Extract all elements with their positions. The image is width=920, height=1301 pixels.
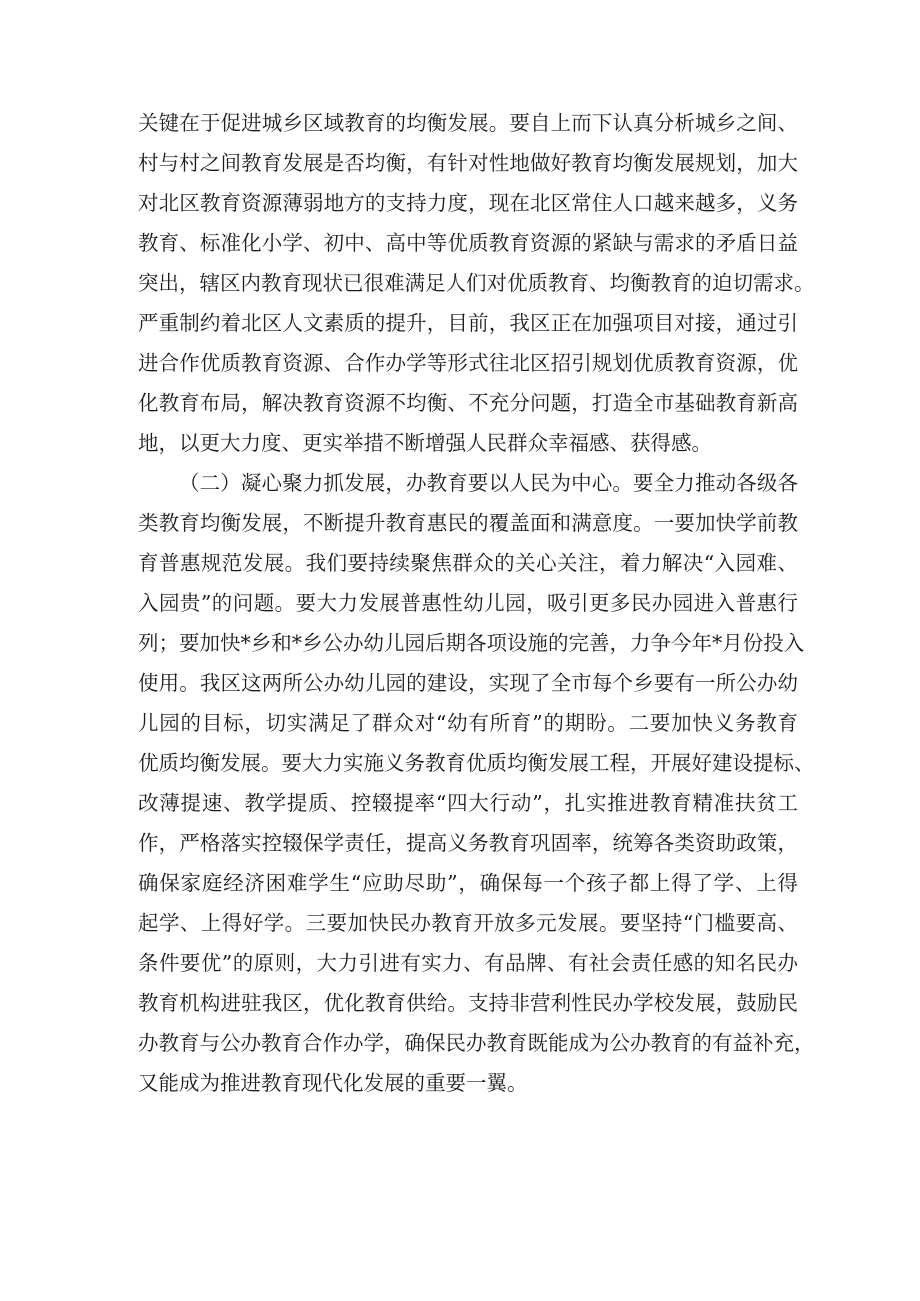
text-line: 育普惠规范发展。我们要持续聚焦群众的关心关注，着力解决“入园难、 [138,551,798,575]
paragraph-1 [138,103,815,463]
text-line: 化教育布局，解决教育资源不均衡、不充分问题，打造全市基础教育新高 [138,391,798,415]
text-line: 作，严格落实控辍保学责任，提高义务教育巩固率，统筹各类资助政策， [138,831,798,855]
text-line: 条件要优”的原则，大力引进有实力、有品牌、有社会责任感的知名民办 [138,951,798,975]
text-line: 改薄提速、教学提质、控辍提率“四大行动”，扎实推进教育精准扶贫工 [138,791,798,815]
text-line: 使用。我区这两所公办幼儿园的建设，实现了全市每个乡要有一所公办幼 [138,671,798,695]
text-line: 优质均衡发展。要大力实施义务教育优质均衡发展工程，开展好建设提标、 [138,751,815,775]
text-line: 关键在于促进城乡区域教育的均衡发展。要自上而下认真分析城乡之间、 [138,111,798,135]
text-line: 确保家庭经济困难学生“应助尽助”，确保每一个孩子都上得了学、上得 [138,871,798,895]
text-line: 对北区教育资源薄弱地方的支持力度，现在北区常住人口越来越多，义务 [138,191,798,215]
text-line: 地，以更大力度、更实举措不断增强人民群众幸福感、获得感。 [138,431,712,455]
paragraph-2 [138,463,815,1103]
text-line: 入园贵”的问题。要大力发展普惠性幼儿园，吸引更多民办园进入普惠行 [138,591,798,615]
text-line: 突出，辖区内教育现状已很难满足人们对优质教育、均衡教育的迫切需求。 [138,271,815,295]
text-line: 儿园的目标，切实满足了群众对“幼有所育”的期盼。二要加快义务教育 [138,711,798,735]
text-line: 教育机构进驻我区，优化教育供给。支持非营利性民办学校发展，鼓励民 [138,991,798,1015]
text-line: 办教育与公办教育合作办学，确保民办教育既能成为公办教育的有益补充， [138,1031,815,1055]
text-line: 起学、上得好学。三要加快民办教育开放多元发展。要坚持“门槛要高、 [138,911,798,935]
text-line: 进合作优质教育资源、合作办学等形式往北区招引规划优质教育资源，优 [138,351,798,375]
text-line: 教育、标准化小学、初中、高中等优质教育资源的紧缺与需求的矛盾日益 [138,231,798,255]
text-line: 类教育均衡发展，不断提升教育惠民的覆盖面和满意度。一要加快学前教 [138,511,798,535]
text-line: 列；要加快*乡和*乡公办幼儿园后期各项设施的完善，力争今年*月份投入 [138,631,805,655]
text-line: 严重制约着北区人文素质的提升，目前，我区正在加强项目对接，通过引 [138,311,798,335]
text-line: （二）凝心聚力抓发展，办教育要以人民为中心。要全力推动各级各 [179,471,798,495]
document-body [138,103,815,1103]
text-line: 村与村之间教育发展是否均衡，有针对性地做好教育均衡发展规划，加大 [138,151,798,175]
text-line: 又能成为推进教育现代化发展的重要一翼。 [138,1071,528,1095]
